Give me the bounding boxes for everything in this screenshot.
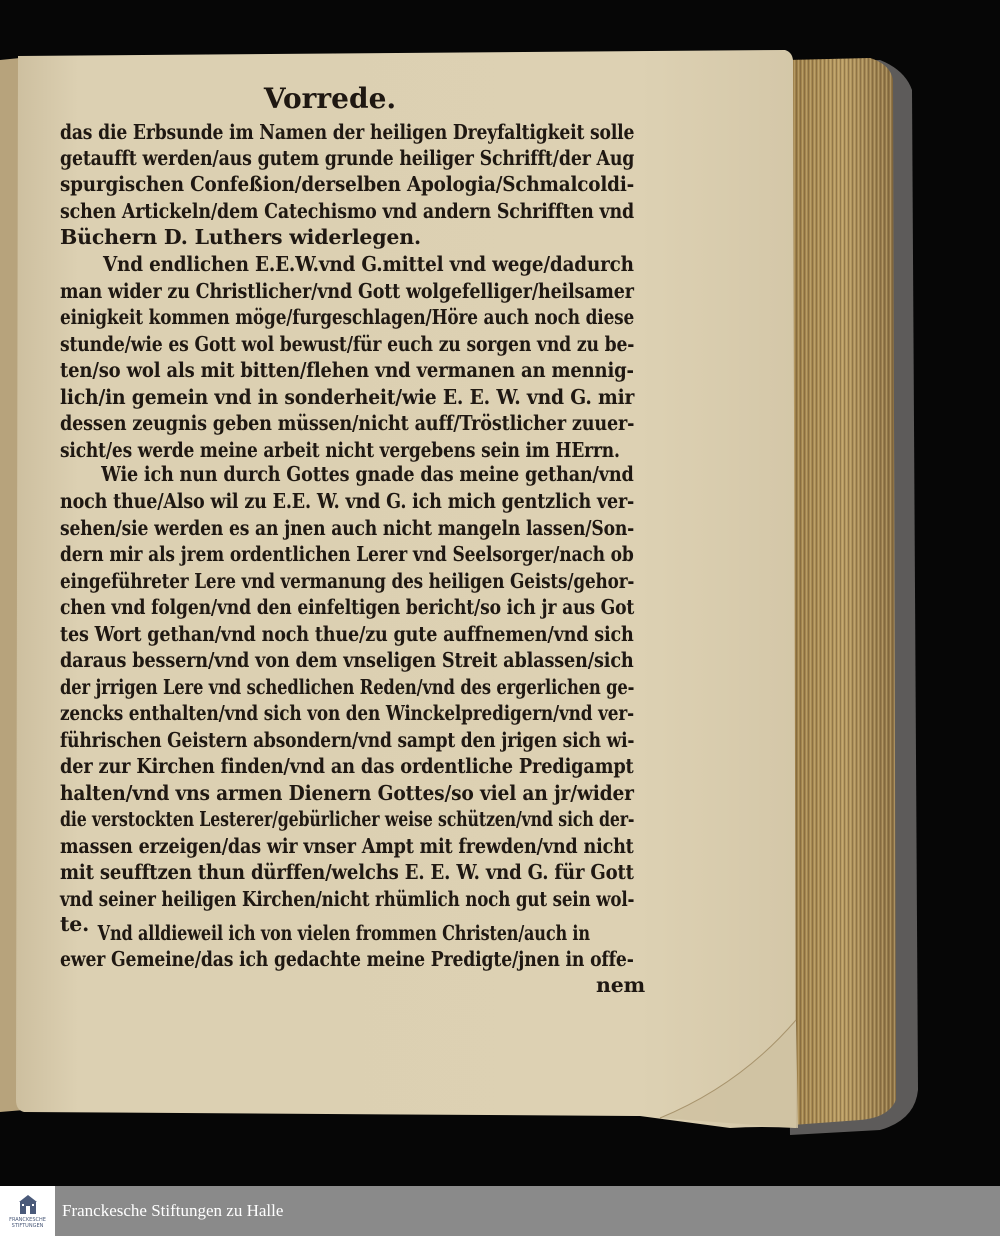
text-line: dessen zeugnis geben müssen/nicht auff/Tröstlicher zuuer- xyxy=(60,411,635,435)
text-line: führischen Geistern absondern/vnd sampt den jrigen sich wi- xyxy=(60,728,635,752)
text-line: mit seufftzen thun dürffen/welchs E. E. W. vnd G. für Gott xyxy=(60,860,634,884)
text-line: der zur Kirchen finden/vnd an das ordentliche Predigampt xyxy=(60,754,634,778)
text-line: massen erzeigen/das wir vnser Ampt mit frewden/vnd nicht xyxy=(60,834,634,858)
institution-logo[interactable] xyxy=(0,1186,55,1236)
text-line: vnd seiner heiligen Kirchen/nicht rhümlich noch gut sein wol- xyxy=(60,887,635,911)
text-line: Vnd alldieweil ich von vielen frommen Christen/auch in xyxy=(97,921,590,945)
footer-bar xyxy=(0,1186,1000,1236)
text-line: ten/so wol als mit bitten/flehen vnd vermanen an mennig- xyxy=(60,358,634,382)
text-line: man wider zu Christlicher/vnd Gott wolgefelliger/heilsamer xyxy=(60,279,634,303)
text-line: der jrrigen Lere vnd schedlichen Reden/vnd des ergerlichen ge- xyxy=(60,675,635,699)
text-line: Wie ich nun durch Gottes gnade das meine gethan/vnd xyxy=(101,462,634,486)
catchword: nem xyxy=(596,973,646,997)
text-line: dern mir als jrem ordentlichen Lerer vnd Seelsorger/nach ob xyxy=(60,542,634,566)
running-head: Vorrede. xyxy=(263,82,397,115)
text-line: lich/in gemein vnd in sonderheit/wie E. E. W. vnd G. mir xyxy=(60,385,635,409)
text-line: schen Artickeln/dem Catechismo vnd andern Schrifften vnd xyxy=(60,199,635,223)
text-line: noch thue/Also wil zu E.E. W. vnd G. ich mich gentzlich ver- xyxy=(60,489,635,513)
text-line: stunde/wie es Gott wol bewust/für euch zu sorgen vnd zu be- xyxy=(60,332,635,356)
building-icon xyxy=(17,1194,39,1216)
text-line: die verstockten Lesterer/gebürlicher weise schützen/vnd sich der- xyxy=(60,807,635,831)
footer-title: Franckesche Stiftungen zu Halle xyxy=(62,1201,284,1220)
logo-text: FRANCKESCHE STIFTUNGEN xyxy=(9,1216,46,1229)
text-line: halten/vnd vns armen Dienern Gottes/so viel an jr/wider xyxy=(60,781,634,805)
text-line: Vnd endlichen E.E.W.vnd G.mittel vnd wege/dadurch xyxy=(102,252,634,276)
text-line: spurgischen Confeßion/derselben Apologia/Schmalcoldi- xyxy=(60,172,635,196)
text-line: eingeführeter Lere vnd vermanung des heiligen Geists/gehor- xyxy=(60,569,635,593)
text-line: das die Erbsunde im Namen der heiligen Dreyfaltigkeit solle xyxy=(60,120,635,144)
text-line: chen vnd folgen/vnd den einfeltigen bericht/so ich jr aus Got xyxy=(60,595,635,619)
text-line: Büchern D. Luthers widerlegen. xyxy=(60,225,421,249)
text-line: einigkeit kommen möge/furgeschlagen/Höre auch noch diese xyxy=(60,305,635,329)
text-line: tes Wort gethan/vnd noch thue/zu gute auffnemen/vnd sich xyxy=(60,622,634,646)
text-line: te. xyxy=(60,912,90,936)
text-line: ewer Gemeine/das ich gedachte meine Predigte/jnen in offe- xyxy=(60,947,634,971)
text-line: daraus bessern/vnd von dem vnseligen Streit ablassen/sich xyxy=(60,648,634,672)
text-line: sicht/es werde meine arbeit nicht vergebens sein im HErrn. xyxy=(60,438,620,462)
text-line: zencks enthalten/vnd sich von den Winckelpredigern/vnd ver- xyxy=(60,701,634,725)
text-line: sehen/sie werden es an jnen auch nicht mangeln lassen/Son- xyxy=(60,516,635,540)
text-line: getaufft werden/aus gutem grunde heiliger Schrifft/der Aug xyxy=(60,146,635,170)
